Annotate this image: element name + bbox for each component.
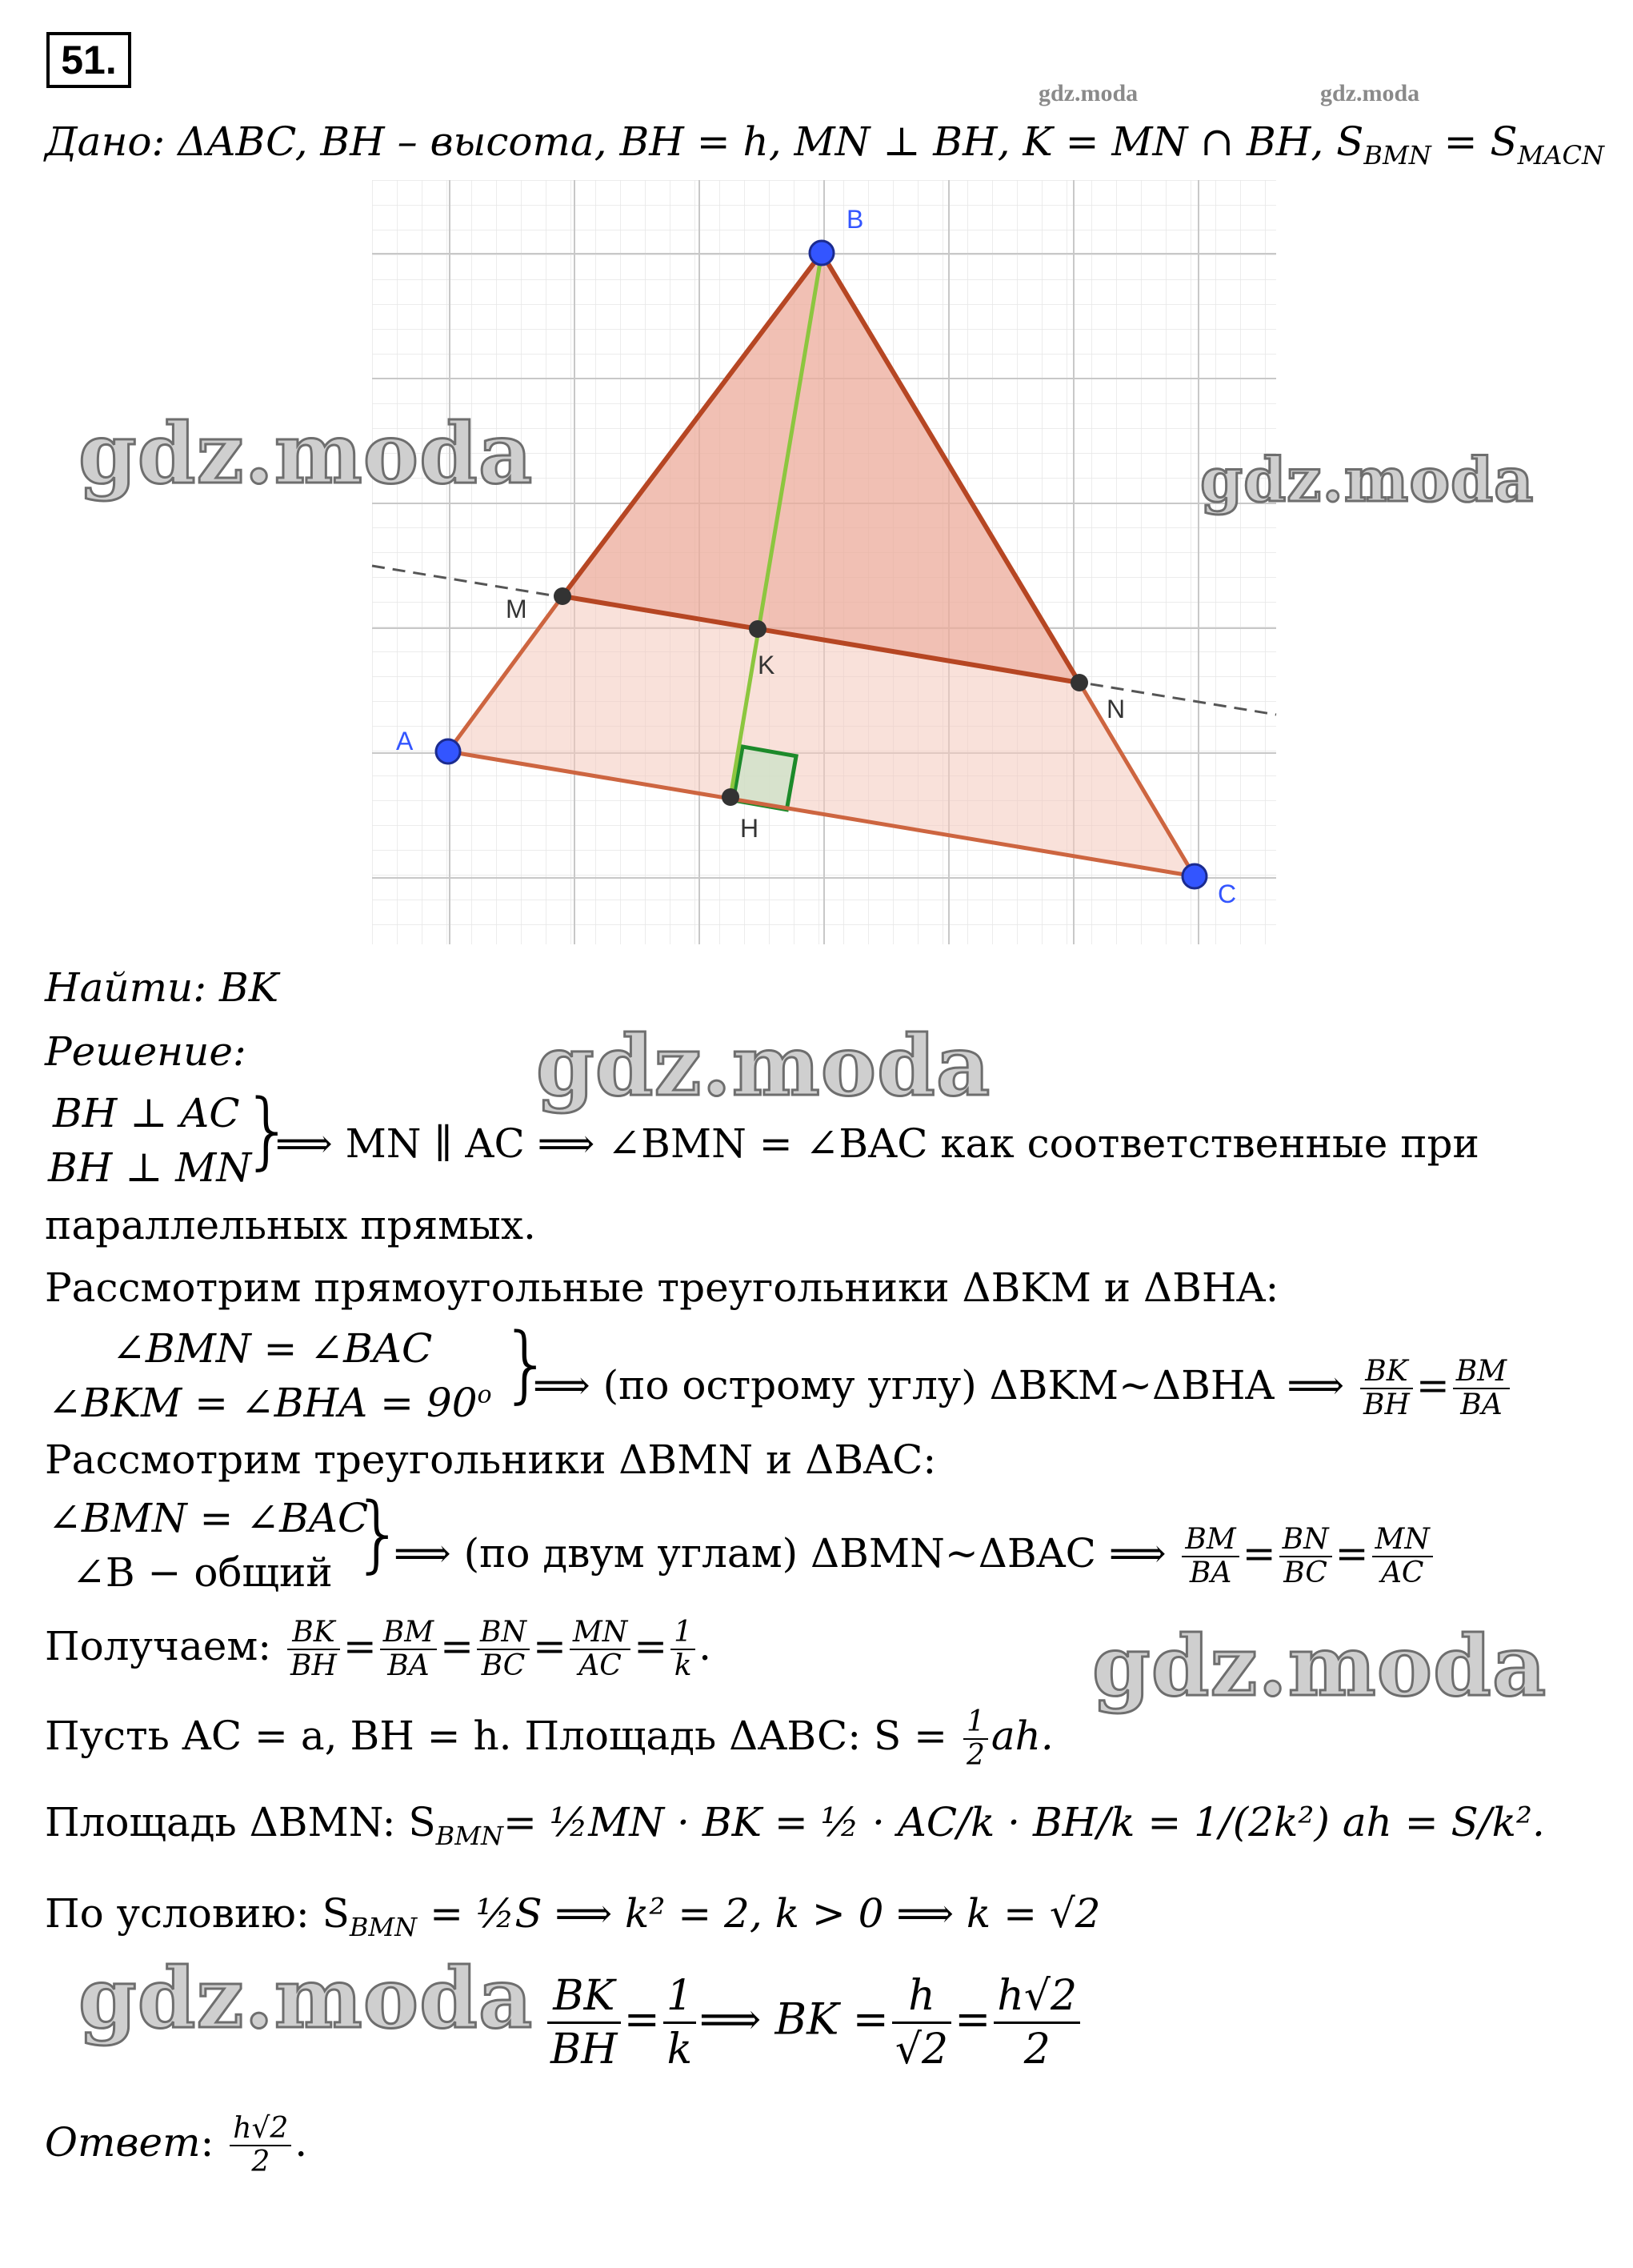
given-sub-macn: MACN bbox=[1517, 140, 1604, 170]
given-text: : ΔABC, BH – высота, BH = h, MN ⊥ BH, K = MN ∩ BH, S bbox=[151, 118, 1364, 165]
label-h: H bbox=[740, 814, 759, 843]
step1-conclusion: ⟹ MN ∥ AC ⟹ ∠BMN = ∠BAC как соответственные при bbox=[275, 1120, 1479, 1167]
find-label: Найти bbox=[45, 964, 194, 1011]
step8-frac-3-num: h bbox=[892, 1970, 951, 2024]
step8-frac-4-num: h√2 bbox=[994, 1970, 1080, 2024]
step3-line-b: ∠B − общий bbox=[72, 1549, 333, 1596]
watermark-small-1: gdz.moda bbox=[1039, 80, 1139, 106]
step2-frac-1 bbox=[1360, 1356, 1413, 1421]
watermark-small-2: gdz.moda bbox=[1320, 80, 1420, 106]
step3-frac-3-num: MN bbox=[1372, 1524, 1433, 1557]
step3-frac-1-den: BA bbox=[1189, 1557, 1232, 1589]
step1-brace: } bbox=[242, 1081, 295, 1179]
step5-text: Пусть AC = a, BH = h. Площадь ΔABC: S = bbox=[45, 1713, 960, 1759]
step7-sub: BMN bbox=[349, 1912, 418, 1942]
given-label: Дано bbox=[45, 118, 152, 165]
step1-line-b: BH ⊥ MN bbox=[48, 1144, 252, 1191]
given-sub-bmn: BMN bbox=[1363, 140, 1431, 170]
step2-eq: = bbox=[1415, 1362, 1450, 1408]
step4-frac-3-num: BN bbox=[477, 1617, 530, 1650]
solution-label: Решение: bbox=[45, 1028, 246, 1075]
step5-half-den: 2 bbox=[966, 1739, 985, 1772]
step4-frac-2-den: BA bbox=[387, 1649, 430, 1682]
point-b bbox=[810, 241, 834, 265]
watermark-5: gdz.moda bbox=[78, 1949, 534, 2047]
label-n: N bbox=[1107, 695, 1126, 723]
step3-intro: Рассмотрим треугольники ΔBMN и ΔBAC: bbox=[45, 1437, 937, 1483]
find-line bbox=[45, 964, 278, 1011]
step2-degree: o bbox=[477, 1380, 492, 1409]
step5-tail: ah. bbox=[991, 1713, 1054, 1759]
step8-mid: ⟹ BK = bbox=[698, 1994, 889, 2045]
step8-frac-3-den: √2 bbox=[895, 2026, 949, 2074]
answer-frac bbox=[230, 2113, 291, 2178]
step3-frac-3-den: AC bbox=[1380, 1557, 1424, 1589]
step2-frac-2-num: BM bbox=[1453, 1356, 1510, 1389]
step2-brace: } bbox=[500, 1315, 554, 1412]
step3-frac-1 bbox=[1182, 1524, 1239, 1589]
step4-line: Получаем: $\frac{BK}{BH}$ = $\frac{BM}{BA}$ = $\frac{BN}{BC}$ = $\frac{MN}{AC}$ = $\frac{1}{k}$ . bbox=[45, 1616, 711, 1682]
step2-line-b-text: ∠BKM = ∠BHA = 90 bbox=[48, 1380, 478, 1426]
point-h bbox=[722, 788, 739, 806]
step2-intro: Рассмотрим прямоугольные треугольники ΔBKM и ΔBHA: bbox=[45, 1264, 1279, 1311]
step8-frac-4 bbox=[994, 1970, 1080, 2075]
step6-line bbox=[45, 1799, 1545, 1851]
answer-line: Ответ: $\frac{h√2}{2}$ . bbox=[45, 2112, 308, 2178]
step3-frac-2 bbox=[1279, 1524, 1332, 1589]
step3-frac-2-num: BN bbox=[1279, 1524, 1332, 1557]
step4-frac-5-num: 1 bbox=[670, 1617, 695, 1650]
step4-frac-3-den: BC bbox=[481, 1649, 526, 1682]
step1-line-a: BH ⊥ AC bbox=[53, 1090, 240, 1136]
point-a bbox=[436, 739, 460, 763]
step1-continued: параллельных прямых. bbox=[45, 1202, 536, 1248]
step8-frac-4-den: 2 bbox=[1023, 2026, 1051, 2074]
step7-line bbox=[45, 1890, 1101, 1942]
watermark-3: gdz.moda bbox=[536, 1016, 991, 1115]
step3-line-a: ∠BMN = ∠BAC bbox=[48, 1495, 369, 1541]
step2-conclusion: ⟹ (по острому углу) ΔBKM~ΔBHA ⟹ bbox=[533, 1362, 1345, 1408]
label-m: M bbox=[506, 595, 527, 623]
step2-frac-1-num: BK bbox=[1360, 1356, 1413, 1389]
given-eq: = S bbox=[1431, 118, 1518, 165]
step5-half-num: 1 bbox=[963, 1706, 988, 1740]
step4-frac-1-num: BK bbox=[287, 1617, 340, 1650]
step5-half bbox=[963, 1706, 988, 1772]
step2-line-a: ∠BMN = ∠BAC bbox=[112, 1325, 433, 1372]
answer-label: Ответ bbox=[45, 2119, 201, 2166]
step4-frac-5-den: k bbox=[674, 1649, 692, 1682]
label-a: A bbox=[396, 727, 414, 755]
step3-conclusion-wrap: ⟹ (по двум углам) ΔBMN~ΔBAC ⟹ $\frac{BM}{BA}$ = $\frac{BN}{BC}$ = $\frac{MN}{AC}$ bbox=[394, 1524, 1436, 1589]
step4-label: Получаем: bbox=[45, 1623, 272, 1669]
step7-text: По условию: S bbox=[45, 1890, 350, 1937]
find-value: : BK bbox=[193, 964, 279, 1011]
step6-parts: = ½MN · BK = ½ · AC/k · BH/k = 1/(2k²) ah = S/k². bbox=[502, 1799, 1545, 1845]
step2-line-b bbox=[48, 1380, 492, 1426]
step4-frac-3 bbox=[477, 1617, 530, 1682]
step3-frac-3 bbox=[1372, 1524, 1433, 1589]
step8-frac-1 bbox=[547, 1970, 621, 2075]
step8-frac-2-num: 1 bbox=[663, 1970, 696, 2024]
step6-text: Площадь ΔBMN: S bbox=[45, 1799, 436, 1845]
step8-frac-1-den: BH bbox=[550, 2026, 618, 2074]
label-c: C bbox=[1218, 880, 1237, 908]
step3-frac-1-num: BM bbox=[1182, 1524, 1239, 1557]
step4-frac-5 bbox=[670, 1617, 695, 1682]
step4-frac-2 bbox=[380, 1617, 437, 1682]
step4-frac-4-num: MN bbox=[570, 1617, 630, 1650]
step4-frac-2-num: BM bbox=[380, 1617, 437, 1650]
watermark-1: gdz.moda bbox=[78, 404, 534, 503]
step4-frac-4 bbox=[570, 1617, 630, 1682]
step3-frac-2-den: BC bbox=[1283, 1557, 1327, 1589]
step2-frac-2 bbox=[1453, 1356, 1510, 1421]
step8-frac-1-num: BK bbox=[547, 1970, 621, 2024]
answer-num: h√2 bbox=[230, 2113, 291, 2146]
label-b: B bbox=[847, 205, 864, 234]
label-k: K bbox=[758, 651, 775, 679]
step8-line: $\frac{BK}{BH}$ = $\frac{1}{k}$ ⟹ BK = $\frac{h}{√2}$ = $\frac{h√2}{2}$ bbox=[544, 1970, 1083, 2075]
step3-conclusion: ⟹ (по двум углам) ΔBMN~ΔBAC ⟹ bbox=[394, 1530, 1167, 1577]
step8-frac-2-den: k bbox=[666, 2026, 693, 2074]
step2-conclusion-wrap bbox=[533, 1356, 1513, 1421]
step5-line bbox=[45, 1706, 1054, 1772]
watermark-2: gdz.moda bbox=[1200, 444, 1535, 515]
step8-frac-3 bbox=[892, 1970, 951, 2075]
step8-frac-2 bbox=[663, 1970, 696, 2075]
step4-frac-1 bbox=[287, 1617, 340, 1682]
point-c bbox=[1183, 864, 1207, 888]
step2-frac-1-den: BH bbox=[1363, 1388, 1410, 1421]
point-m bbox=[554, 587, 571, 605]
step6-sub: BMN bbox=[435, 1821, 503, 1851]
point-k bbox=[749, 620, 766, 638]
step4-frac-4-den: AC bbox=[578, 1649, 622, 1682]
problem-number: 51. bbox=[46, 32, 131, 88]
watermark-4: gdz.moda bbox=[1092, 1617, 1547, 1715]
step2-frac-2-den: BA bbox=[1460, 1388, 1503, 1421]
point-n bbox=[1071, 674, 1088, 691]
step7-rest: = ½S ⟹ k² = 2, k > 0 ⟹ k = √2 bbox=[417, 1890, 1101, 1937]
step3-brace: } bbox=[352, 1485, 406, 1582]
step4-frac-1-den: BH bbox=[290, 1649, 337, 1682]
answer-den: 2 bbox=[251, 2146, 270, 2178]
